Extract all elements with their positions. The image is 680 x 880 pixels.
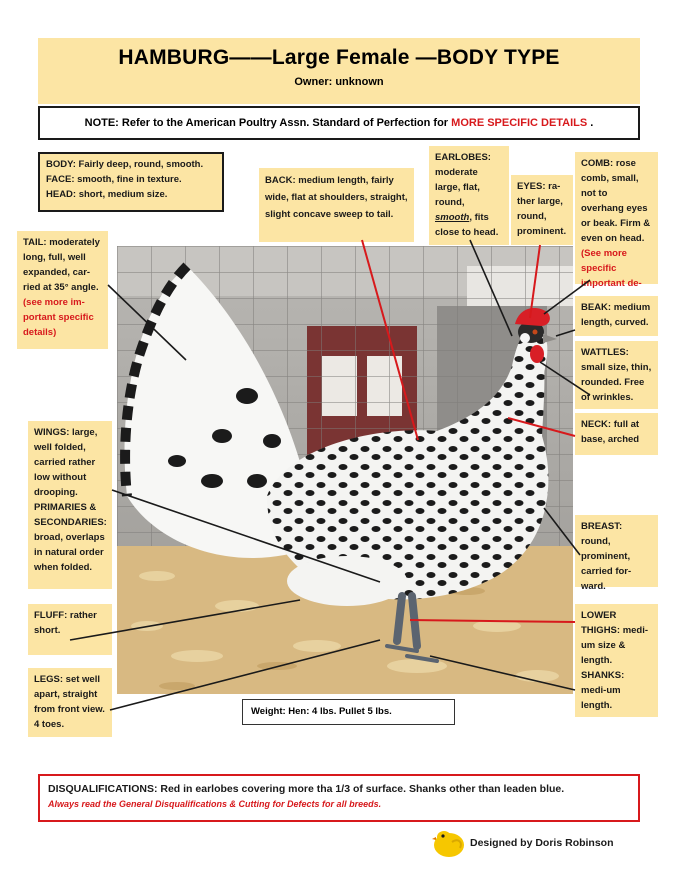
label-shanks-text: SHANKS: medi-um length.: [581, 670, 625, 711]
note-text: NOTE: Refer to the American Poultry Assn. Standard of Perfection for: [84, 117, 452, 129]
label-comb: [575, 152, 658, 289]
label-wattles: WATTLES: small size, thin, rounded. Free of wrinkles.: [575, 341, 658, 409]
label-tail: [17, 231, 108, 349]
label-earlobes: [429, 146, 509, 245]
page-title: HAMBURG——Large Female —BODY TYPE: [118, 46, 560, 69]
owner-line: Owner: unknown: [294, 76, 384, 88]
disqualifications-text: DISQUALIFICATIONS: Red in earlobes covering more tha 1/3 of surface. Shanks other than leaden blue.: [48, 783, 565, 795]
label-earlobes-text: EARLOBES: moderate large, flat, round,: [435, 152, 491, 208]
credit-text: Designed by Doris Robinson: [470, 837, 614, 849]
label-tail-note: (see more im-portant specific details): [23, 297, 94, 338]
title-banner: [38, 38, 640, 104]
note-highlight: MORE SPECIFIC DETAILS: [451, 117, 588, 129]
label-tail-text: TAIL: moderately long, full, well expanded, car-ried at 35° angle.: [23, 237, 100, 293]
weight-box: Weight: Hen: 4 lbs. Pullet 5 lbs.: [242, 699, 455, 725]
label-eyes: EYES: ra-ther large, round, prominent.: [511, 175, 573, 245]
label-neck: NECK: full at base, arched: [575, 413, 658, 455]
hen-photo: [117, 246, 573, 694]
label-breast: BREAST: round, prominent, carried for-ward.: [575, 515, 658, 587]
label-legs: LEGS: set well apart, straight from front view. 4 toes.: [28, 668, 112, 737]
chick-icon: [432, 828, 466, 858]
label-comb-note: (See more specific important de-: [581, 248, 642, 289]
label-body: [38, 152, 224, 212]
label-body-line3: HEAD: short, medium size.: [46, 189, 168, 200]
label-body-line1: BODY: Fairly deep, round, smooth.: [46, 159, 204, 170]
label-earlobes-emph: smooth: [435, 212, 470, 223]
hen-illustration: [117, 246, 573, 694]
designer-credit: [432, 828, 652, 858]
label-body-line2: FACE: smooth, fine in texture.: [46, 174, 182, 185]
disqualifications-box: [38, 774, 640, 822]
note-suffix: .: [587, 117, 594, 129]
note-box: [38, 106, 640, 140]
disqualifications-note: Always read the General Disqualifications & Cutting for Defects for all breeds.: [48, 799, 382, 809]
label-comb-text: COMB: rose comb, small, not to overhang eyes or beak. Firm & even on head.: [581, 158, 651, 244]
label-back: BACK: medium length, fairly wide, flat at shoulders, straight, slight concave sweep to tail.: [259, 168, 414, 242]
label-lower-thighs-text: LOWER THIGHS: medi-um size & length.: [581, 610, 649, 666]
label-wings: WINGS: large, well folded, carried rather low without drooping. PRIMARIES & SECONDARIES: broad, overlaps in natural order when folded.: [28, 421, 112, 589]
label-lower-thighs: [575, 604, 658, 717]
label-earlobes-tail: , fits close to head.: [435, 212, 499, 238]
label-fluff: FLUFF: rather short.: [28, 604, 112, 655]
label-beak: BEAK: medium length, curved.: [575, 296, 658, 336]
